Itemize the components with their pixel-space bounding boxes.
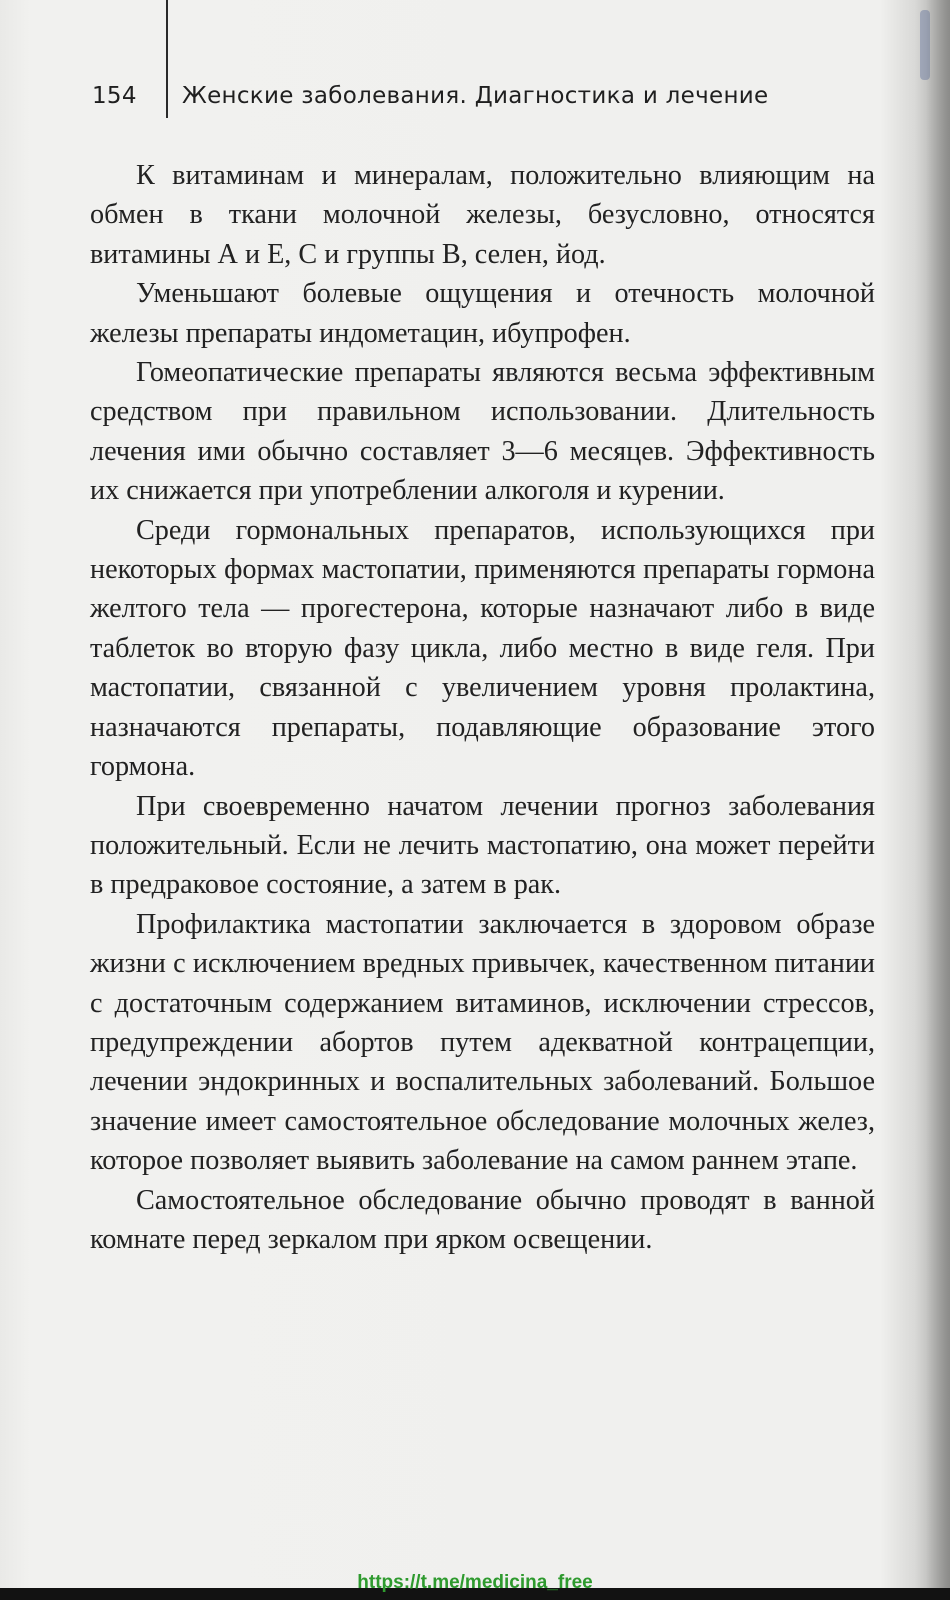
running-head: Женские заболевания. Диагностика и лечение [182, 83, 769, 109]
page-header [92, 78, 769, 114]
paragraph: Среди гормональных препаратов, использующихся при некоторых формах мастопатии, применяются препараты гормона желтого тела — прогестерона, которые назначают либо в виде таблеток во вторую фазу цикла, либо местно в виде геля. При мастопатии, связанной с увеличением уровня пролактина, назначаются препараты, подавляющие образование этого гормона. [90, 514, 875, 783]
paragraph: К витаминам и минералам, положительно влияющим на обмен в ткани молочной железы, безусловно, относятся витамины А и Е, С и группы В, селен, йод. [90, 160, 875, 270]
page-number: 154 [92, 83, 137, 109]
body-text [90, 156, 875, 1259]
paragraph: Гомеопатические препараты являются весьма эффективным средством при правильном использовании. Длительность лечения ими обычно составляет 3—6 месяцев. Эффективность их снижается при употреблении алкоголя и курении. [90, 357, 875, 507]
page-edge-shadow [926, 0, 950, 1600]
paragraph: Самостоятельное обследование обычно проводят в ванной комнате перед зеркалом при ярком освещении. [90, 1184, 875, 1255]
paragraph: Профилактика мастопатии заключается в здоровом образе жизни с исключением вредных привычек, качественном питании с достаточным содержанием витаминов, исключении стрессов, предупреждении абортов путем адекватной контрацепции, лечении эндокринных и воспалительных заболеваний. Большое значение имеет самостоятельное обследование молочных желез, которое позволяет выявить заболевание на самом раннем этапе. [90, 908, 875, 1177]
watermark-link[interactable]: https://t.me/medicina_free [357, 1572, 593, 1593]
paragraph: При своевременно начатом лечении прогноз заболевания положительный. Если не лечить мастопатию, она может перейти в предраковое состояние, а затем в рак. [90, 790, 875, 901]
paragraph: Уменьшают болевые ощущения и отечность молочной железы препараты индометацин, ибупрофен. [90, 278, 875, 349]
